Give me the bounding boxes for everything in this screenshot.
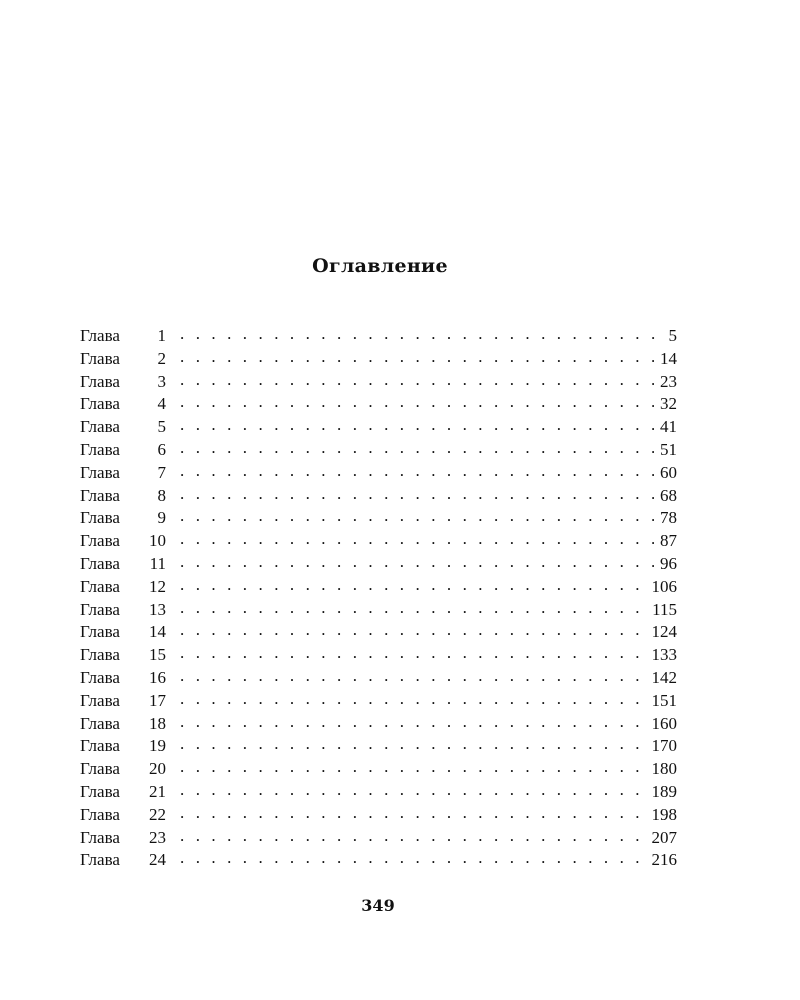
toc-entry-label <box>80 326 166 346</box>
toc-entry[interactable] <box>80 734 677 757</box>
toc-entry-label <box>80 554 166 574</box>
toc-dot-leader <box>180 461 654 478</box>
toc-entry-number: 21 <box>149 781 166 801</box>
toc-entry-word: Глава <box>80 326 120 345</box>
toc-entry-word: Глава <box>80 690 120 710</box>
toc-entry-label <box>80 349 166 369</box>
toc-entry[interactable] <box>80 803 677 826</box>
toc-dot-leader <box>180 848 646 865</box>
toc-entry-word: Глава <box>80 439 120 459</box>
toc-dot-leader <box>180 347 654 364</box>
toc-entry-word: Глава <box>80 394 120 414</box>
toc-entry-page: 151 <box>651 690 677 710</box>
toc-entry-word: Глава <box>80 462 120 482</box>
toc-entry-page: 51 <box>660 439 677 459</box>
toc-entry-label <box>80 850 166 870</box>
toc-entry-number: 19 <box>149 736 166 756</box>
toc-dot-leader <box>180 506 654 523</box>
toc-entry-number: 24 <box>149 850 166 870</box>
toc-dot-leader <box>180 529 654 546</box>
toc-entry[interactable] <box>80 666 677 689</box>
toc-entry-label <box>80 668 166 688</box>
toc-entry-number: 16 <box>149 667 166 687</box>
toc-dot-leader <box>180 324 663 341</box>
toc-entry-word: Глава <box>80 508 120 528</box>
toc-entry-label <box>80 531 166 551</box>
toc-entry-page: 124 <box>651 622 677 642</box>
toc-entry-word: Глава <box>80 759 120 779</box>
toc-entry-page: 23 <box>660 371 677 391</box>
toc-entry-label <box>80 417 166 437</box>
toc-entry-label <box>80 372 166 392</box>
toc-dot-leader <box>180 734 646 751</box>
toc-entry[interactable] <box>80 689 677 712</box>
toc-entry-page: 41 <box>660 417 677 437</box>
toc-entry-number: 5 <box>157 417 166 437</box>
toc-entry-label <box>80 394 166 414</box>
toc-entry-word: Глава <box>80 371 120 391</box>
toc-entry-number: 23 <box>149 827 166 847</box>
toc-dot-leader <box>180 712 646 729</box>
toc-entry-number: 20 <box>149 759 166 779</box>
toc-entry-page: 78 <box>660 508 677 528</box>
toc-entry-page: 142 <box>651 667 677 687</box>
toc-entry-word: Глава <box>80 622 120 642</box>
table-of-contents <box>80 324 677 871</box>
toc-entry[interactable] <box>80 643 677 666</box>
toc-entry-word: Глава <box>80 850 120 870</box>
toc-entry-label <box>80 759 166 779</box>
toc-dot-leader <box>180 415 654 432</box>
toc-entry-label <box>80 486 166 506</box>
toc-entry-page: 106 <box>651 576 677 596</box>
toc-entry-page: 96 <box>660 553 677 573</box>
toc-entry-number: 15 <box>149 645 166 665</box>
toc-entry[interactable] <box>80 826 677 849</box>
toc-dot-leader <box>180 370 654 387</box>
toc-dot-leader <box>180 826 646 843</box>
toc-entry-number: 4 <box>157 394 166 414</box>
toc-entry[interactable] <box>80 324 677 347</box>
toc-dot-leader <box>180 803 646 820</box>
toc-dot-leader <box>180 689 646 706</box>
toc-entry-word: Глава <box>80 531 120 551</box>
toc-entry[interactable] <box>80 712 677 735</box>
toc-entry-label <box>80 782 166 802</box>
toc-entry-number: 22 <box>149 804 166 824</box>
toc-entry-page: 115 <box>652 599 677 619</box>
toc-entry-label <box>80 440 166 460</box>
toc-entry-page: 5 <box>668 326 677 345</box>
toc-dot-leader <box>180 575 646 592</box>
toc-entry-page: 180 <box>651 759 677 779</box>
page-title: Оглавление <box>312 255 448 277</box>
toc-entry-number: 18 <box>149 713 166 733</box>
toc-entry-page: 133 <box>651 645 677 665</box>
toc-entry[interactable] <box>80 347 677 370</box>
toc-dot-leader <box>180 643 646 660</box>
toc-entry[interactable] <box>80 780 677 803</box>
toc-entry-word: Глава <box>80 827 120 847</box>
toc-dot-leader <box>180 438 654 455</box>
toc-dot-leader <box>180 552 654 569</box>
toc-entry-word: Глава <box>80 599 120 619</box>
toc-entry-word: Глава <box>80 736 120 756</box>
toc-dot-leader <box>180 484 654 501</box>
toc-entry-word: Глава <box>80 348 120 368</box>
toc-entry-page: 198 <box>651 804 677 824</box>
toc-entry[interactable] <box>80 620 677 643</box>
toc-entry-number: 1 <box>157 326 166 345</box>
toc-entry-page: 60 <box>660 462 677 482</box>
toc-entry-word: Глава <box>80 804 120 824</box>
toc-dot-leader <box>180 757 646 774</box>
toc-dot-leader <box>180 780 646 797</box>
toc-entry[interactable] <box>80 438 677 461</box>
toc-entry-label <box>80 736 166 756</box>
toc-entry-number: 8 <box>157 485 166 505</box>
toc-entry-word: Глава <box>80 576 120 596</box>
toc-entry-label <box>80 691 166 711</box>
toc-entry-number: 17 <box>149 690 166 710</box>
toc-entry[interactable] <box>80 370 677 393</box>
toc-entry[interactable] <box>80 757 677 780</box>
toc-entry-number: 11 <box>149 553 166 573</box>
toc-entry-number: 12 <box>149 576 166 596</box>
toc-entry-page: 32 <box>660 394 677 414</box>
toc-dot-leader <box>180 392 654 409</box>
toc-entry-label <box>80 828 166 848</box>
toc-entry-number: 2 <box>157 348 166 368</box>
toc-entry-label <box>80 805 166 825</box>
toc-entry-word: Глава <box>80 553 120 573</box>
toc-entry[interactable] <box>80 392 677 415</box>
toc-entry-word: Глава <box>80 667 120 687</box>
toc-entry-label <box>80 714 166 734</box>
toc-entry-page: 14 <box>660 348 677 368</box>
toc-entry-label <box>80 645 166 665</box>
toc-entry[interactable] <box>80 461 677 484</box>
toc-entry-label <box>80 508 166 528</box>
toc-entry[interactable] <box>80 575 677 598</box>
toc-dot-leader <box>180 666 646 683</box>
toc-entry[interactable] <box>80 484 677 507</box>
toc-entry-word: Глава <box>80 645 120 665</box>
toc-entry-number: 13 <box>149 599 166 619</box>
toc-entry-page: 68 <box>660 485 677 505</box>
toc-entry-number: 6 <box>157 439 166 459</box>
toc-dot-leader <box>180 620 646 637</box>
toc-entry-number: 14 <box>149 622 166 642</box>
toc-entry-page: 87 <box>660 531 677 551</box>
toc-entry-page: 189 <box>651 781 677 801</box>
toc-entry-number: 9 <box>157 508 166 528</box>
toc-entry-word: Глава <box>80 417 120 437</box>
toc-entry-word: Глава <box>80 781 120 801</box>
toc-entry[interactable] <box>80 552 677 575</box>
toc-entry-number: 3 <box>157 371 166 391</box>
toc-entry-word: Глава <box>80 485 120 505</box>
toc-entry[interactable] <box>80 529 677 552</box>
toc-entry-page: 207 <box>651 827 677 847</box>
toc-dot-leader <box>180 598 646 615</box>
toc-entry[interactable] <box>80 506 677 529</box>
page-number: 349 <box>361 896 395 915</box>
toc-entry[interactable] <box>80 415 677 438</box>
toc-entry-number: 10 <box>149 531 166 551</box>
toc-entry-label <box>80 577 166 597</box>
toc-entry-page: 170 <box>651 736 677 756</box>
toc-entry-word: Глава <box>80 713 120 733</box>
toc-entry-number: 7 <box>157 462 166 482</box>
toc-entry-page: 216 <box>651 850 677 870</box>
toc-entry-page: 160 <box>651 713 677 733</box>
toc-entry[interactable] <box>80 848 677 871</box>
toc-entry-label <box>80 622 166 642</box>
toc-entry[interactable] <box>80 598 677 621</box>
toc-entry-label <box>80 600 166 620</box>
toc-entry-label <box>80 463 166 483</box>
